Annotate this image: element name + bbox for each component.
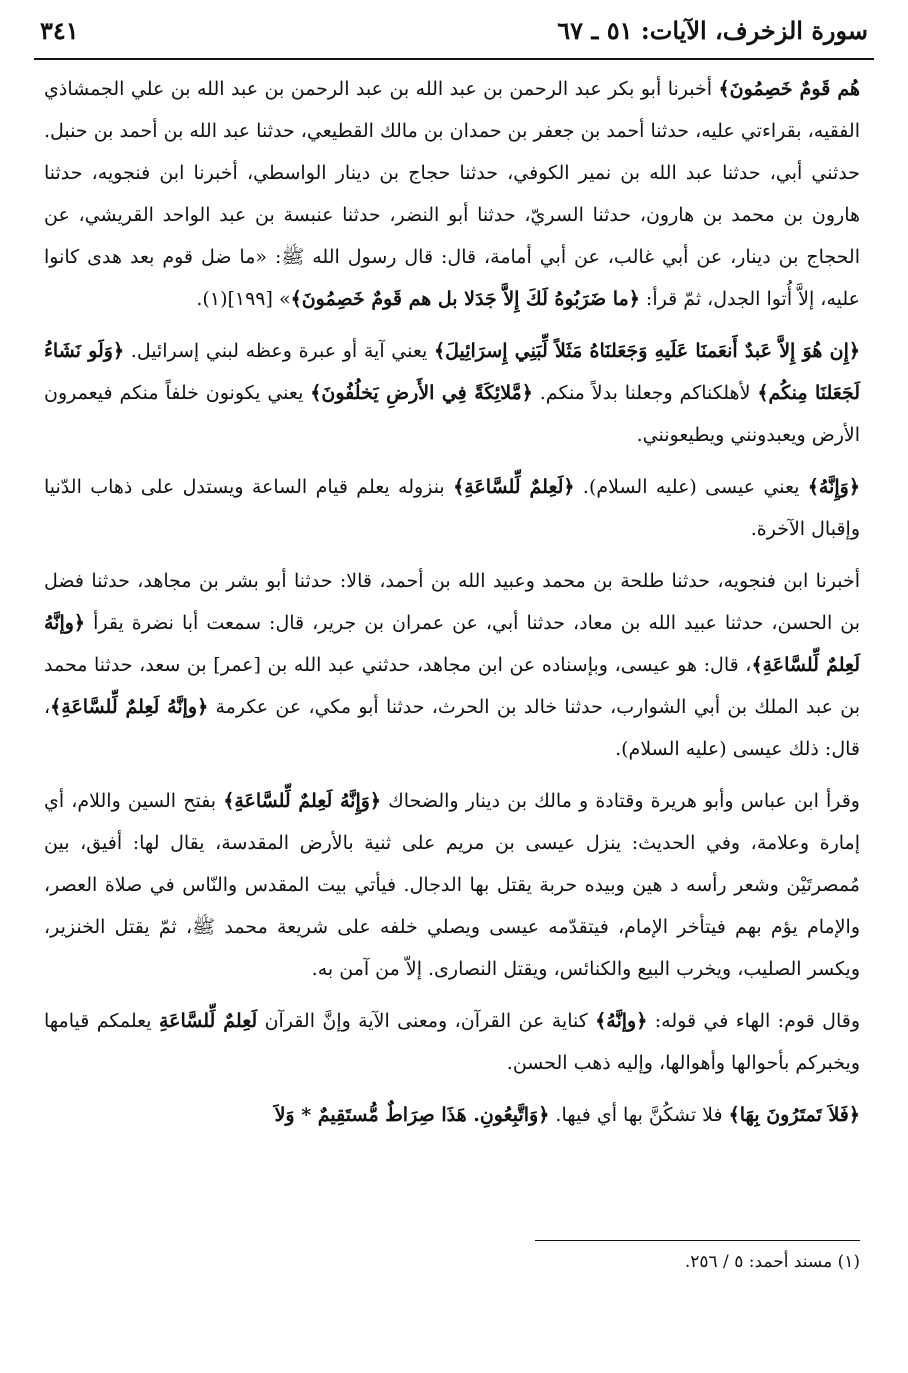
- quran-quote: ﴿وَإِنَّهُ لَعِلمٌ لِّلسَّاعَةِ﴾: [223, 790, 382, 812]
- quran-quote: هُم قَومٌ خَصِمُونَ﴾: [718, 78, 860, 100]
- footnote: (١) مسند أحمد: ٥ / ٢٥٦.: [684, 1252, 860, 1272]
- surah-title: سورة الزخرف، الآيات: ٥١ ـ ٦٧: [557, 15, 868, 45]
- text-run: كناية عن القرآن، ومعنى الآية وإنَّ القرآن: [257, 1010, 596, 1032]
- text-run: يعني آية أو عبرة وعظه لبني إسرائيل.: [124, 340, 434, 362]
- paragraph: [44, 68, 860, 320]
- quran-quote: ﴿وَإِنَّهُ﴾: [807, 476, 860, 498]
- page-number: ٣٤١: [40, 15, 79, 45]
- text-run: أخبرنا ابن فنجويه، حدثنا طلحة بن محمد وعبيد الله بن أحمد، قالا: حدثنا أبو بشر بن مجاهد، حدثنا فضل بن الحسن، حدثنا عبيد الله بن معاد، حدثنا أبي، عن عمران بن جرير، قال: سمعت أبا نضرة يقرأ: [44, 570, 860, 634]
- body-text: [44, 68, 860, 1146]
- quran-quote: ﴿وَاتَّبِعُونِ. هَذَا صِرَاطٌ مُّستَقِيمٌ * وَلاَ: [274, 1104, 550, 1126]
- text-run: بفتح السين واللام، أي إمارة وعلامة، وفي الحديث: ينزل عيسى بن مريم على ثنية بالأرض المقدسة، يقال لها: أفيق، بين مُمصرتَيْن وشعر رأسه د هين وبيده حربة يقتل بها الدجال. فيأتي بيت المقدس والنّاس في صلاة العصر، والإمام يؤم بهم فيتأخر الإمام، فيتقدّمه عيسى ويصلي خلفه على شريعة محمد ﷺ، ثمّ يقتل الخنزير، ويكسر الصليب، ويخرب البيع والكنائس، ويقتل النصارى. إلاّ من آمن به.: [44, 790, 860, 980]
- text-run: لأهلكناكم وجعلنا بدلاً منكم.: [532, 382, 758, 404]
- paragraph: [44, 780, 860, 990]
- paragraph: [44, 560, 860, 770]
- paragraph: [44, 1000, 860, 1084]
- text-run: » [١٩٩](١).: [196, 288, 291, 310]
- quran-quote: لَعِلمٌ لِّلسَّاعَةِ: [158, 1010, 258, 1032]
- quran-quote: ﴿وإنَّهُ لَعِلمٌ لِّلسَّاعَةِ﴾: [50, 696, 209, 718]
- text-run: يعني يكونون خلفاً منكم فيعمرون الأرض ويعبدونني ويطيعونني.: [44, 382, 860, 446]
- text-run: وقال قوم: الهاء في قوله:: [647, 1010, 860, 1032]
- quran-quote: ﴿إِن هُوَ إِلاَّ عَبدٌ أَنعَمنَا عَلَيهِ وَجَعَلنَاهُ مَثَلاً لِّبَنِي إِسرَائِيلَ﴾: [433, 340, 860, 362]
- quran-quote: ﴿لَعِلمٌ لِّلسَّاعَةِ﴾: [453, 476, 575, 498]
- quran-quote: ﴿وَلَو نَشَاءُ لَجَعَلنَا مِنكُم﴾: [44, 340, 861, 404]
- text-run: ، قال: هو عيسى، وبإسناده عن ابن مجاهد، حدثني عبد الله بن [عمر] بن سعد، حدثنا محمد بن عبد الملك بن أبي الشوارب، حدثنا خالد بن الحرث، حدثنا أبو مكي، عن عكرمة: [44, 654, 860, 718]
- text-run: يعلمكم قيامها ويخبركم بأحوالها وأهوالها، وإليه ذهب الحسن.: [44, 1010, 860, 1074]
- quran-quote: ﴿وإنَّهُ لَعِلمٌ لِّلسَّاعَةِ﴾: [44, 612, 860, 676]
- text-run: يعني عيسى (عليه السلام).: [574, 476, 808, 498]
- paragraph: [44, 1094, 860, 1136]
- header-divider: [34, 58, 874, 60]
- text-run: ، قال: ذلك عيسى (عليه السلام).: [44, 696, 860, 760]
- quran-quote: ﴿مَّلائِكَةً فِي الأَرضِ يَخلُفُونَ﴾: [310, 382, 533, 404]
- text-run: بنزوله يعلم قيام الساعة ويستدل على ذهاب الدّنيا وإقبال الآخرة.: [44, 476, 860, 540]
- paragraph: [44, 330, 860, 456]
- text-run: وقرأ ابن عباس وأبو هريرة وقتادة و مالك بن دينار والضحاك: [381, 790, 860, 812]
- page-header: [40, 10, 868, 50]
- footnote-divider: [535, 1240, 860, 1241]
- text-run: أخبرنا أبو بكر عبد الرحمن بن عبد الله بن عبد الرحمن بن عبد الله بن علي الجمشاذي الفقيه، بقراءتي عليه، حدثنا أحمد بن جعفر بن حمدان بن مالك القطيعي، حدثنا عبد الله بن أحمد بن حنبل. حدثني أبي، حدثنا عبد الله بن نمير الكوفي، حدثنا حجاج بن دينار الواسطي، أخبرنا ابن فنجويه، حدثنا هارون بن محمد بن هارون، حدثنا السريّ، حدثنا أبو النضر، حدثنا عنبسة بن عبد الواحد القريشي، عن الحجاج بن دينار، عن أبي غالب، عن أبي أمامة، قال: قال رسول الله ﷺ: «ما ضل قوم بعد هدى كانوا عليه، إلاَّ أُتوا الجدل، ثمّ قرأ:: [44, 78, 860, 310]
- quran-quote: ﴿فَلاَ تَمتَرُونَ بِهَا﴾: [728, 1104, 860, 1126]
- text-run: فلا تشكُنَّ بها أي فيها.: [549, 1104, 729, 1126]
- quran-quote: ﴿ما ضَرَبُوهُ لَكَ إِلاَّ جَدَلا بل هم قَومٌ خَصِمُونَ﴾: [290, 288, 640, 310]
- quran-quote: ﴿وإنَّهُ﴾: [595, 1010, 648, 1032]
- paragraph: [44, 466, 860, 550]
